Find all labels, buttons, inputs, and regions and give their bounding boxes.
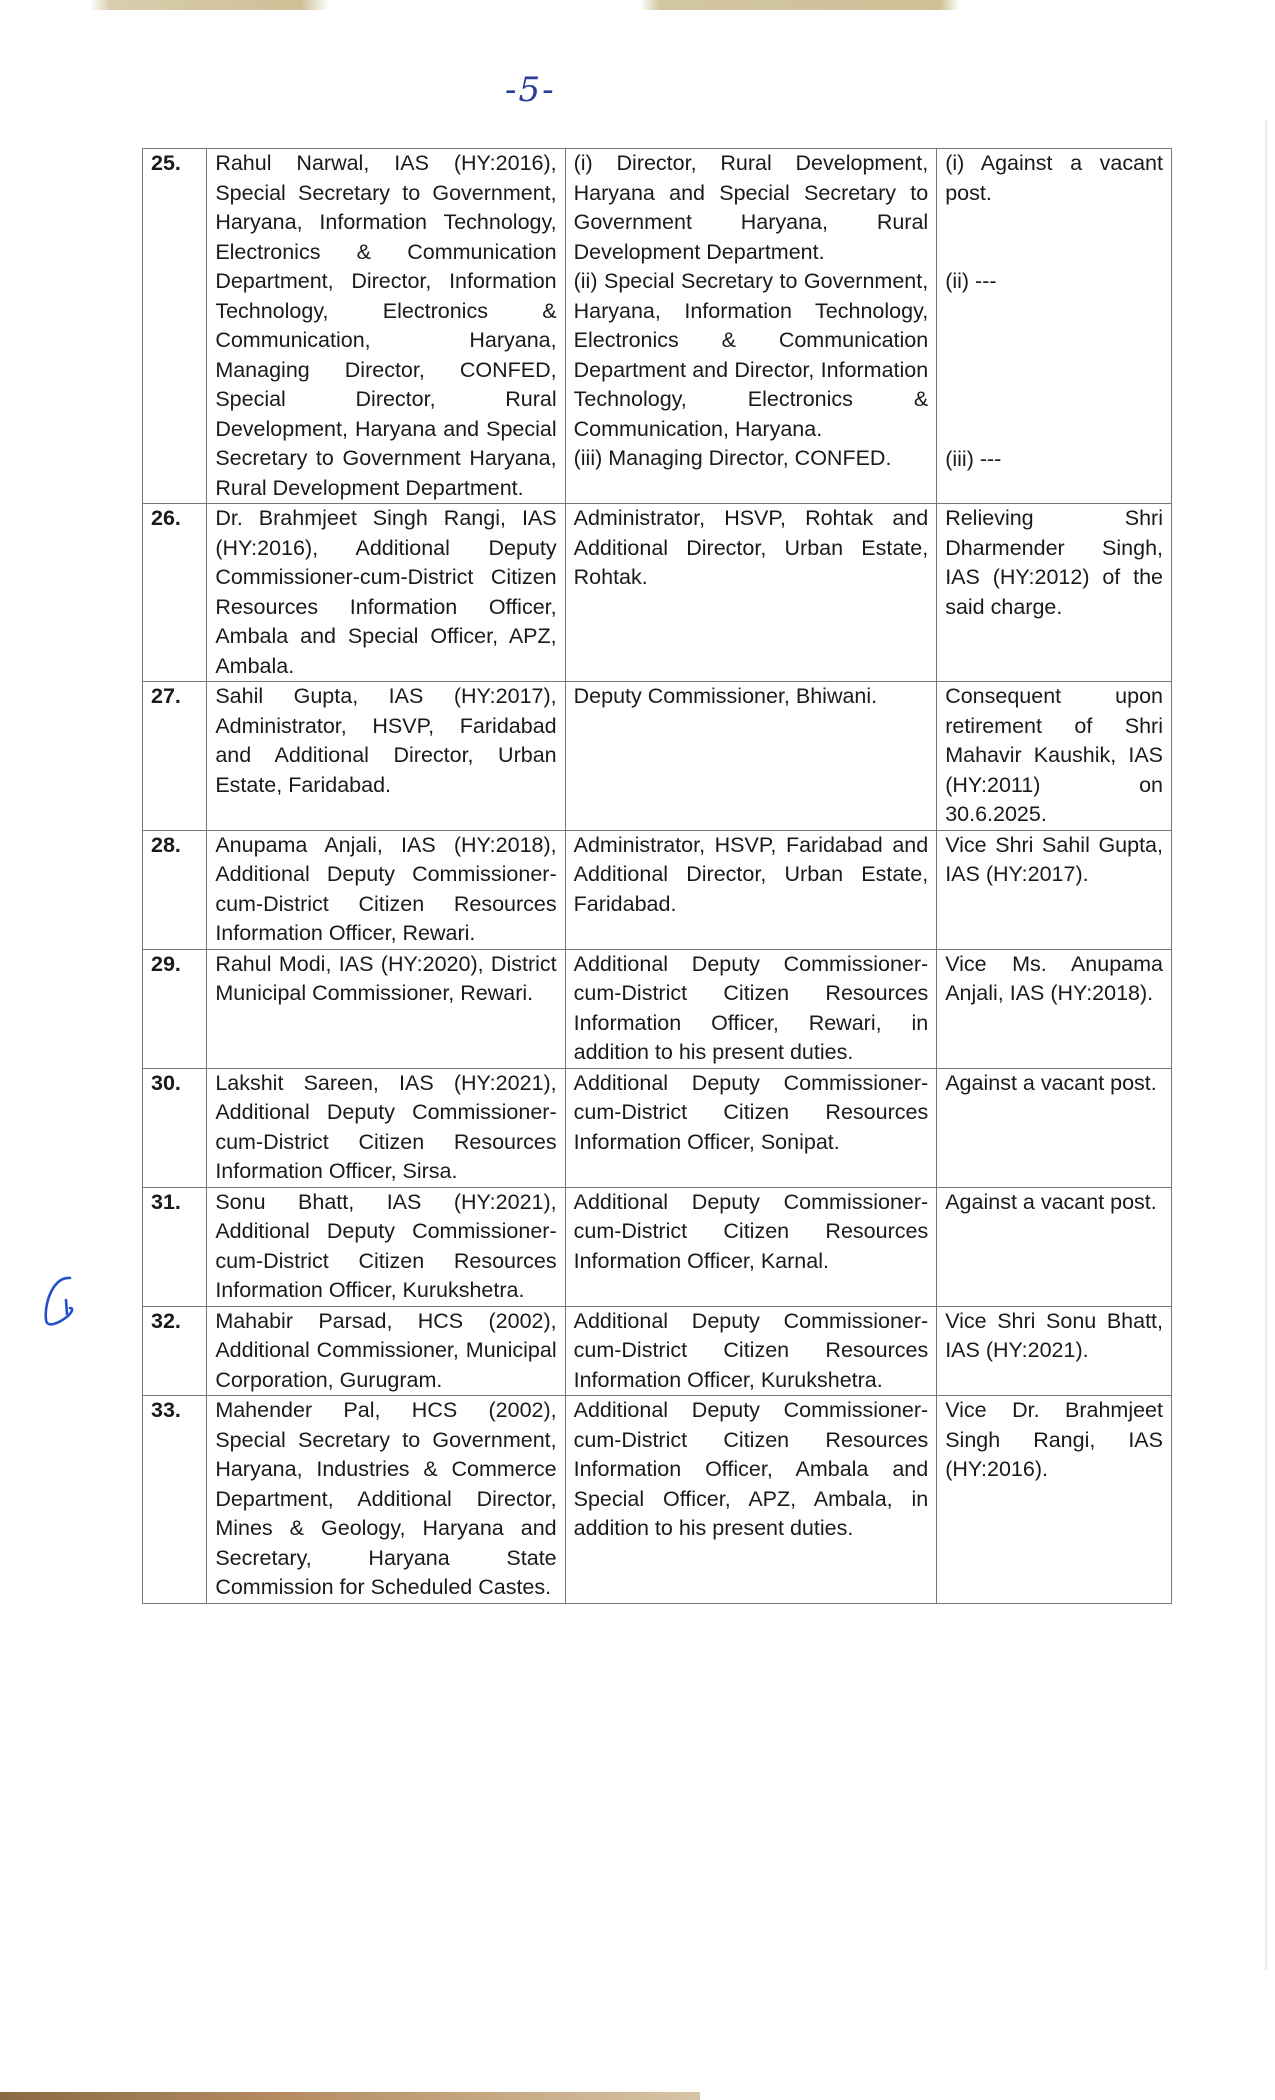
remarks-part: (iii) --- [945,446,1002,471]
scan-bottom-edge [0,2092,700,2100]
serial-number: 29. [143,949,207,1068]
remarks-part: (i) Against a vacant post. [945,151,1163,205]
transfer-orders-table [142,148,1172,1604]
table-row [143,149,1172,504]
scan-top-edge [0,0,1275,10]
new-posting: Administrator, HSVP, Faridabad and Additional Director, Urban Estate, Faridabad. [565,830,937,949]
serial-number: 28. [143,830,207,949]
serial-number: 26. [143,504,207,682]
table-row [143,1068,1172,1187]
new-posting: Administrator, HSVP, Rohtak and Additional Director, Urban Estate, Rohtak. [565,504,937,682]
serial-number: 27. [143,682,207,831]
remarks: Vice Shri Sonu Bhatt, IAS (HY:2021). [937,1306,1172,1396]
remarks-part: (ii) --- [945,269,997,293]
serial-number: 32. [143,1306,207,1396]
remarks: Vice Dr. Brahmjeet Singh Rangi, IAS (HY:2016). [937,1396,1172,1604]
new-posting: Additional Deputy Commissioner-cum-District Citizen Resources Information Officer, Karnal. [565,1187,937,1306]
new-posting: Additional Deputy Commissioner-cum-District Citizen Resources Information Officer, Sonipat. [565,1068,937,1187]
officer-present-posting: Lakshit Sareen, IAS (HY:2021), Additional Deputy Commissioner-cum-District Citizen Resources Information Officer, Sirsa. [207,1068,565,1187]
serial-number: 31. [143,1187,207,1306]
remarks: Against a vacant post. [937,1068,1172,1187]
officer-present-posting: Sahil Gupta, IAS (HY:2017), Administrator, HSVP, Faridabad and Additional Director, Urban Estate, Faridabad. [207,682,565,831]
remarks: Relieving Shri Dharmender Singh, IAS (HY:2012) of the said charge. [937,504,1172,682]
table-row [143,1187,1172,1306]
new-posting: Additional Deputy Commissioner-cum-District Citizen Resources Information Officer, Kurukshetra. [565,1306,937,1396]
table-row [143,830,1172,949]
officer-present-posting: Mahender Pal, HCS (2002), Special Secretary to Government, Haryana, Industries & Commerce Department, Additional Director, Mines & Geology, Haryana and Secretary, Haryana State Commission for Scheduled Castes. [207,1396,565,1604]
officer-present-posting: Dr. Brahmjeet Singh Rangi, IAS (HY:2016), Additional Deputy Commissioner-cum-District Citizen Resources Information Officer, Ambala and Special Officer, APZ, Ambala. [207,504,565,682]
new-posting-part: (i) Director, Rural Development, Haryana and Special Secretary to Government Haryana, Rural Development Department. [573,151,929,264]
new-posting [565,149,937,504]
officer-present-posting: Rahul Modi, IAS (HY:2020), District Municipal Commissioner, Rewari. [207,949,565,1068]
table-row [143,949,1172,1068]
table-row [143,1306,1172,1396]
remarks: Vice Ms. Anupama Anjali, IAS (HY:2018). [937,949,1172,1068]
officer-present-posting: Mahabir Parsad, HCS (2002), Additional Commissioner, Municipal Corporation, Gurugram. [207,1306,565,1396]
officer-present-posting: Sonu Bhatt, IAS (HY:2021), Additional Deputy Commissioner-cum-District Citizen Resources Information Officer, Kurukshetra. [207,1187,565,1306]
remarks [937,149,1172,504]
spacer [945,208,1163,267]
remarks: Vice Shri Sahil Gupta, IAS (HY:2017). [937,830,1172,949]
remarks: Against a vacant post. [937,1187,1172,1306]
officer-present-posting: Rahul Narwal, IAS (HY:2016), Special Secretary to Government, Haryana, Information Technology, Electronics & Communication Department, Director, Information Technology, Electronics & Communication, Haryana, Managing Director, CONFED, Special Director, Rural Development, Haryana and Special Secretary to Government Haryana, Rural Development Department. [207,149,565,504]
new-posting: Deputy Commissioner, Bhiwani. [565,682,937,831]
table-row [143,1396,1172,1604]
table-row [143,504,1172,682]
new-posting: Additional Deputy Commissioner-cum-District Citizen Resources Information Officer, Ambala and Special Officer, APZ, Ambala, in addition to his present duties. [565,1396,937,1604]
new-posting-part: (ii) Special Secretary to Government, Haryana, Information Technology, Electronics & Communication Department and Director, Information Technology, Electronics & Communication, Haryana. [573,269,929,441]
table-row [143,682,1172,831]
spacer [945,297,1163,445]
serial-number: 30. [143,1068,207,1187]
handwritten-initial-icon [40,1272,82,1332]
new-posting: Additional Deputy Commissioner-cum-District Citizen Resources Information Officer, Rewari, in addition to his present duties. [565,949,937,1068]
officer-present-posting: Anupama Anjali, IAS (HY:2018), Additional Deputy Commissioner-cum-District Citizen Resources Information Officer, Rewari. [207,830,565,949]
scan-right-edge [1265,120,1267,1970]
page-number: -5- [505,70,556,110]
serial-number: 25. [143,149,207,504]
serial-number: 33. [143,1396,207,1604]
new-posting-part: (iii) Managing Director, CONFED. [573,446,892,470]
remarks: Consequent upon retirement of Shri Mahavir Kaushik, IAS (HY:2011) on 30.6.2025. [937,682,1172,831]
